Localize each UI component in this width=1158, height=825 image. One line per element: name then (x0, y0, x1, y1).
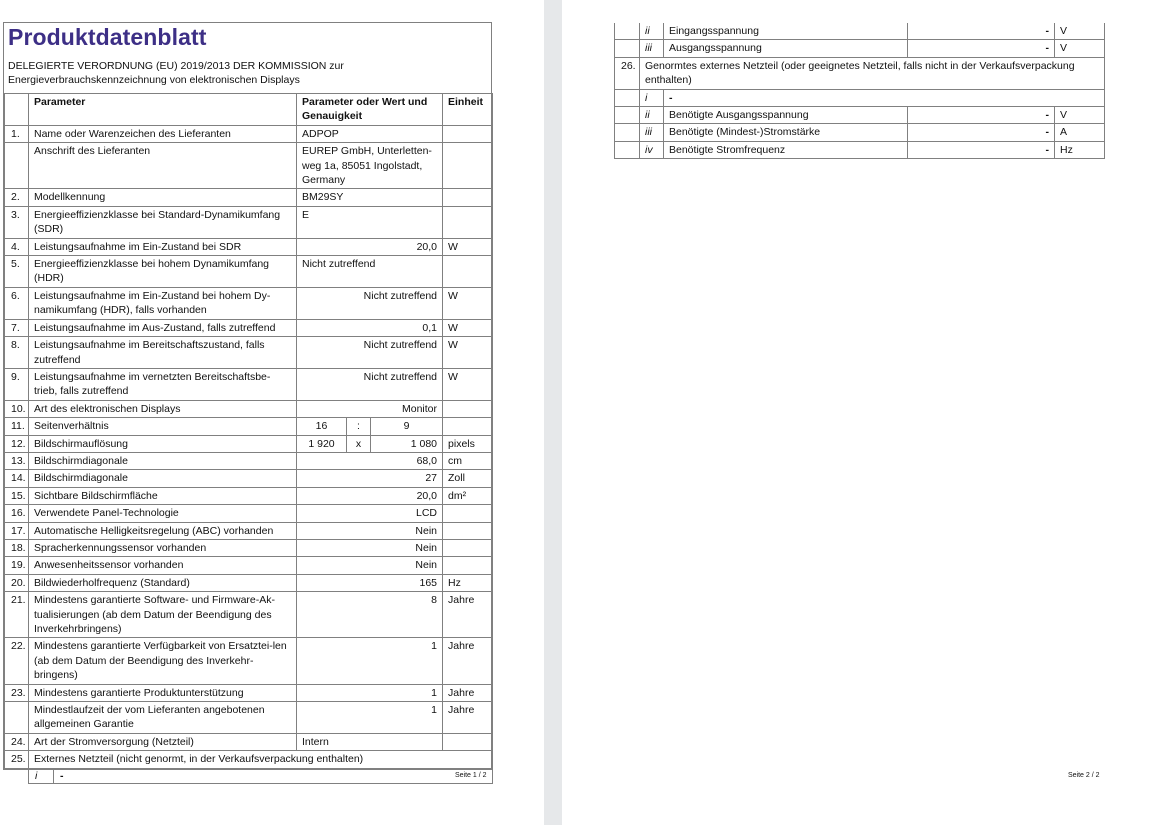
row-label: Art der Stromversorgung (Netzteil) (29, 733, 297, 750)
table-row (5, 418, 493, 435)
row-label: Sichtbare Bildschirmfläche (29, 487, 297, 504)
table-subrow (5, 768, 493, 783)
row-unit (443, 539, 493, 556)
roman-numeral: i (640, 89, 664, 106)
row-number: 23. (5, 684, 29, 701)
row-label: Leistungsaufnahme im Ein-Zustand bei hohem Dy-namikumfang (HDR), falls vorhanden (29, 287, 297, 319)
table-row (5, 435, 493, 452)
row-number: 4. (5, 238, 29, 255)
table-row (615, 124, 1105, 141)
table-row (615, 23, 1105, 40)
table-row (5, 487, 493, 504)
row-label: Bildschirmdiagonale (29, 452, 297, 469)
row-unit: V (1055, 40, 1105, 57)
row-label: Anwesenheitssensor vorhanden (29, 557, 297, 574)
aspect-height: 9 (371, 418, 443, 435)
table-row (5, 505, 493, 522)
row-number (615, 23, 640, 40)
row-number: 5. (5, 256, 29, 288)
row-unit: Jahre (443, 638, 493, 684)
row-value: 27 (297, 470, 443, 487)
row-number: 14. (5, 470, 29, 487)
row-value: ADPOP (297, 125, 443, 142)
row-label: Verwendete Panel-Technologie (29, 505, 297, 522)
row-number: 13. (5, 452, 29, 469)
row-unit: Zoll (443, 470, 493, 487)
row-number (5, 768, 29, 783)
row-unit: pixels (443, 435, 493, 452)
row-number: 7. (5, 319, 29, 336)
document-page-1 (0, 0, 544, 825)
row-value: Nicht zutreffend (297, 337, 443, 369)
row-unit: Jahre (443, 702, 493, 734)
product-data-table (4, 93, 493, 784)
row-value: 1 (297, 702, 443, 734)
row-number (615, 107, 640, 124)
row-unit (443, 256, 493, 288)
row-number: 2. (5, 189, 29, 206)
row-unit (443, 125, 493, 142)
row-label: Art des elektronischen Displays (29, 400, 297, 417)
row-unit (443, 400, 493, 417)
row-label: Name oder Warenzeichen des Lieferanten (29, 125, 297, 142)
row-number: 6. (5, 287, 29, 319)
aspect-width: 16 (297, 418, 347, 435)
row-value: 8 (297, 592, 443, 638)
row-value: - (908, 40, 1055, 57)
table-row (5, 751, 493, 768)
row-value: 0,1 (297, 319, 443, 336)
row-number: 1. (5, 125, 29, 142)
row-value: Nicht zutreffend (297, 256, 443, 288)
row-number: 16. (5, 505, 29, 522)
row-label: Energieeffizienzklasse bei Standard-Dynamikumfang (SDR) (29, 206, 297, 238)
row-value: BM29SY (297, 189, 443, 206)
table-row (615, 107, 1105, 124)
row-number (615, 141, 640, 158)
row-label: Benötigte (Mindest-)Stromstärke (664, 124, 908, 141)
row-unit (443, 505, 493, 522)
row-unit: V (1055, 107, 1105, 124)
row-number: 12. (5, 435, 29, 452)
row-value: 20,0 (297, 238, 443, 255)
row-value: - (908, 23, 1055, 40)
row-unit: cm (443, 452, 493, 469)
row-label: Ausgangsspannung (664, 40, 908, 57)
row-unit: W (443, 238, 493, 255)
row-unit (443, 143, 493, 189)
row-unit: Jahre (443, 684, 493, 701)
row-label: Genormtes externes Netzteil (oder geeignetes Netzteil, falls nicht in der Verkaufsverpackung enthalten) (640, 57, 1105, 89)
aspect-separator: : (347, 418, 371, 435)
row-number: 9. (5, 368, 29, 400)
row-label: Leistungsaufnahme im Ein-Zustand bei SDR (29, 238, 297, 255)
row-unit (443, 206, 493, 238)
regulation-subtitle: DELEGIERTE VERORDNUNG (EU) 2019/2013 DER KOMMISSION zur Energieverbrauchskennzeichnung von elektronischen Displays (8, 60, 344, 86)
row-number: 3. (5, 206, 29, 238)
row-unit: Hz (443, 574, 493, 591)
table-row (5, 238, 493, 255)
table-row (5, 143, 493, 189)
row-value: 165 (297, 574, 443, 591)
table-row (5, 287, 493, 319)
row-number: 8. (5, 337, 29, 369)
row-label: Externes Netzteil (nicht genormt, in der Verkaufsverpackung enthalten) (29, 751, 493, 768)
row-label: Seitenverhältnis (29, 418, 297, 435)
row-value: Intern (297, 733, 443, 750)
header-parameter: Parameter (29, 94, 297, 126)
row-number (5, 702, 29, 734)
resolution-height: 1 080 (371, 435, 443, 452)
table-row (5, 368, 493, 400)
row-label: Benötigte Stromfrequenz (664, 141, 908, 158)
row-label: Mindestlaufzeit der vom Lieferanten angebotenen allgemeinen Garantie (29, 702, 297, 734)
row-value: Monitor (297, 400, 443, 417)
table-row (5, 522, 493, 539)
page-number: Seite 2 / 2 (1068, 772, 1100, 779)
row-number: 25. (5, 751, 29, 768)
row-unit (443, 522, 493, 539)
row-value: 20,0 (297, 487, 443, 504)
row-value: E (297, 206, 443, 238)
row-number: 19. (5, 557, 29, 574)
row-unit: W (443, 337, 493, 369)
row-unit: W (443, 319, 493, 336)
subrow-value: - (60, 769, 64, 782)
row-value: Nicht zutreffend (297, 287, 443, 319)
row-unit (443, 189, 493, 206)
table-row (5, 702, 493, 734)
roman-numeral: iv (640, 141, 664, 158)
table-row (5, 638, 493, 684)
row-number: 17. (5, 522, 29, 539)
row-value: EUREP GmbH, Unterletten-weg 1a, 85051 Ingolstadt, Germany (297, 143, 443, 189)
row-label: Leistungsaufnahme im Aus-Zustand, falls zutreffend (29, 319, 297, 336)
row-number: 21. (5, 592, 29, 638)
row-label: Mindestens garantierte Verfügbarkeit von Ersatztei-len (ab dem Datum der Beendigung des Inverkehr-bringens) (29, 638, 297, 684)
subrow-cell (29, 768, 493, 783)
header-unit: Einheit (443, 94, 493, 126)
row-number: 20. (5, 574, 29, 591)
table-row (5, 189, 493, 206)
row-label: Automatische Helligkeitsregelung (ABC) vorhanden (29, 522, 297, 539)
table-row (5, 539, 493, 556)
table-row (5, 400, 493, 417)
row-unit: dm² (443, 487, 493, 504)
row-value: Nein (297, 522, 443, 539)
resolution-separator: x (347, 435, 371, 452)
row-label: Bildschirmauflösung (29, 435, 297, 452)
row-number: 10. (5, 400, 29, 417)
row-number: 22. (5, 638, 29, 684)
row-unit: Jahre (443, 592, 493, 638)
table-row (615, 141, 1105, 158)
row-number: 24. (5, 733, 29, 750)
table-row (615, 40, 1105, 57)
row-label: Bildwiederholfrequenz (Standard) (29, 574, 297, 591)
row-value: 68,0 (297, 452, 443, 469)
table-row (5, 557, 493, 574)
row-number: 11. (5, 418, 29, 435)
table-row (5, 337, 493, 369)
document-title: Produktdatenblatt (8, 24, 207, 50)
row-unit: W (443, 287, 493, 319)
table-row (5, 574, 493, 591)
power-supply-table (614, 23, 1105, 159)
row-label: Energieeffizienzklasse bei hohem Dynamikumfang (HDR) (29, 256, 297, 288)
row-label: Bildschirmdiagonale (29, 470, 297, 487)
roman-numeral: ii (640, 107, 664, 124)
row-label: Leistungsaufnahme im vernetzten Bereitschaftsbe-trieb, falls zutreffend (29, 368, 297, 400)
header-value: Parameter oder Wert und Genauigkeit (297, 94, 443, 126)
row-number (615, 124, 640, 141)
row-value: 1 (297, 638, 443, 684)
table-row (5, 452, 493, 469)
row-value: - (908, 141, 1055, 158)
row-number: 26. (615, 57, 640, 89)
row-value: - (664, 89, 1105, 106)
row-number (615, 40, 640, 57)
row-label: Spracherkennungssensor vorhanden (29, 539, 297, 556)
row-value: 1 (297, 684, 443, 701)
roman-numeral: iii (640, 124, 664, 141)
row-label: Mindestens garantierte Software- und Firmware-Ak-tualisierungen (ab dem Datum der Beendigung des Inverkehrbringens) (29, 592, 297, 638)
row-value: - (908, 107, 1055, 124)
row-value: Nein (297, 557, 443, 574)
resolution-width: 1 920 (297, 435, 347, 452)
table-row (5, 592, 493, 638)
roman-numeral: ii (640, 23, 664, 40)
row-unit (443, 733, 493, 750)
row-value: Nein (297, 539, 443, 556)
row-unit: Hz (1055, 141, 1105, 158)
row-value: LCD (297, 505, 443, 522)
row-number: 18. (5, 539, 29, 556)
row-unit (443, 418, 493, 435)
row-label: Benötigte Ausgangsspannung (664, 107, 908, 124)
table-row (615, 57, 1105, 89)
page-number: Seite 1 / 2 (455, 772, 487, 779)
header-num (5, 94, 29, 126)
roman-numeral: iii (640, 40, 664, 57)
table-row (5, 470, 493, 487)
row-unit: V (1055, 23, 1105, 40)
table-row (5, 684, 493, 701)
table-header-row (5, 94, 493, 126)
table-row (615, 89, 1105, 106)
row-label: Modellkennung (29, 189, 297, 206)
row-number (615, 89, 640, 106)
table-row (5, 256, 493, 288)
row-label: Eingangsspannung (664, 23, 908, 40)
row-unit: A (1055, 124, 1105, 141)
row-number (5, 143, 29, 189)
row-label: Leistungsaufnahme im Bereitschaftszustand, falls zutreffend (29, 337, 297, 369)
table-row (5, 733, 493, 750)
row-unit: W (443, 368, 493, 400)
roman-numeral: i (29, 769, 54, 783)
row-value: - (908, 124, 1055, 141)
table-row (5, 206, 493, 238)
table-row (5, 125, 493, 142)
row-unit (443, 557, 493, 574)
row-value: Nicht zutreffend (297, 368, 443, 400)
table-row (5, 319, 493, 336)
row-label: Anschrift des Lieferanten (29, 143, 297, 189)
row-label: Mindestens garantierte Produktunterstützung (29, 684, 297, 701)
row-number: 15. (5, 487, 29, 504)
